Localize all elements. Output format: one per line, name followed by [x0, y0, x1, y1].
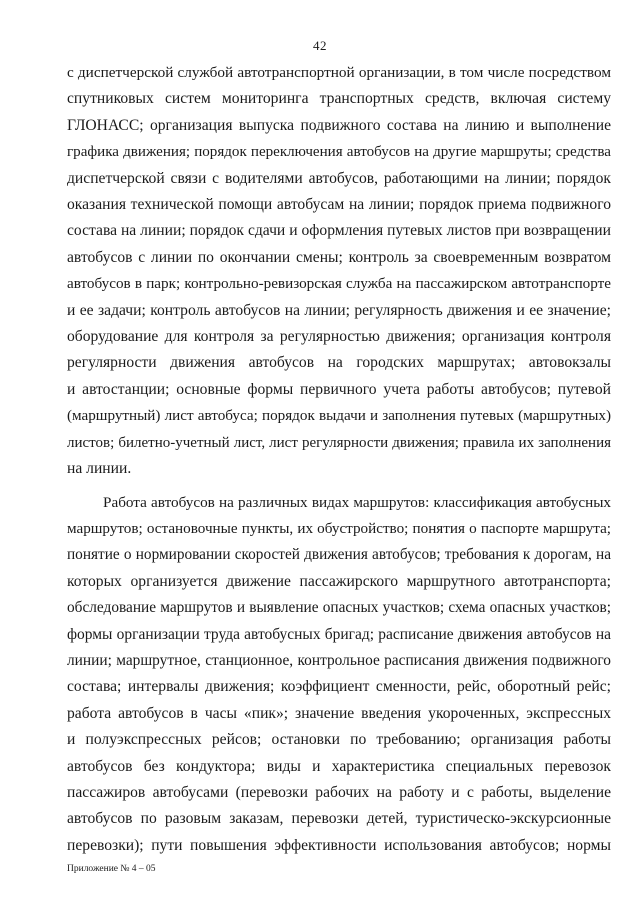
text-line: Работа автобусов на различных видах маршрутов: классификация автобусных [103, 493, 611, 511]
text-line: и ее задачи; контроль автобусов на линии; регулярность движения и ее значение; [67, 301, 611, 319]
text-line: (маршрутный) лист автобуса; порядок выдачи и заполнения путевых (маршрутных) [67, 407, 611, 425]
text-line: обследование маршрутов и выявление опасных участков; схема опасных участков; [67, 599, 611, 617]
paragraph-2 [67, 490, 611, 860]
text-line: автобусов без кондуктора; виды и характеристика специальных перевозок [67, 757, 611, 775]
text-line: формы организации труда автобусных бригад; расписание движения автобусов на [67, 625, 611, 643]
text-line: спутниковых систем мониторинга транспортных средств, включая систему [67, 90, 611, 108]
text-line: линии; маршрутное, станционное, контрольное расписания движения подвижного [67, 651, 611, 669]
text-line: с диспетчерской службой автотранспортной организации, в том числе посредством [67, 64, 611, 81]
text-line: и полуэкспрессных рейсов; остановки по требованию; организация работы [67, 731, 611, 749]
text-line: и автостанции; основные формы первичного учета работы автобусов; путевой [67, 380, 611, 398]
paragraph-1 [67, 60, 611, 483]
text-line: понятие о нормировании скоростей движения автобусов; требования к дорогам, на [67, 546, 611, 564]
text-line: оказания технической помощи автобусам на линии; порядок приема подвижного [67, 196, 611, 214]
text-line: состава на линии; порядок сдачи и оформления путевых листов при возвращении [67, 222, 611, 240]
text-line: пассажиров автобусами (перевозки рабочих на работу и с работы, выделение [67, 783, 611, 801]
paragraph-gap [67, 483, 611, 490]
text-line: автобусов в парк; контрольно-ревизорская служба на пассажирском автотранспорте [67, 275, 611, 293]
text-line: на линии. [67, 460, 132, 478]
text-line: автобусов по разовым заказам, перевозки детей, туристическо-экскурсионные [67, 810, 611, 828]
text-line: которых организуется движение пассажирского маршрутного автотранспорта; [67, 572, 611, 590]
footer-annex-label: Приложение № 4 – 05 [67, 864, 156, 874]
text-line: регулярности движения автобусов на городских маршрутах; автовокзалы [67, 354, 611, 372]
text-line: диспетчерской связи с водителями автобусов, работающими на линии; порядок [67, 169, 611, 187]
page-number: 42 [313, 38, 327, 53]
text-line: оборудование для контроля за регулярностью движения; организация контроля [67, 328, 611, 346]
text-line: автобусов с линии по окончании смены; контроль за своевременным возвратом [67, 248, 611, 266]
text-line: ГЛОНАСС; организация выпуска подвижного состава на линию и выполнение [67, 116, 611, 134]
document-body [67, 60, 611, 859]
text-line: маршрутов; остановочные пункты, их обустройство; понятия о паспорте маршрута; [67, 519, 611, 537]
text-line: состава; интервалы движения; коэффициент сменности, рейс, оборотный рейс; [67, 678, 611, 696]
text-line: листов; билетно-учетный лист, лист регулярности движения; правила их заполнения [67, 434, 611, 451]
text-line: перевозки); пути повышения эффективности использования автобусов; нормы [67, 836, 611, 854]
text-line: графика движения; порядок переключения автобусов на другие маршруты; средства [67, 144, 611, 161]
text-line: работа автобусов в часы «пик»; значение введения укороченных, экспрессных [67, 704, 611, 722]
